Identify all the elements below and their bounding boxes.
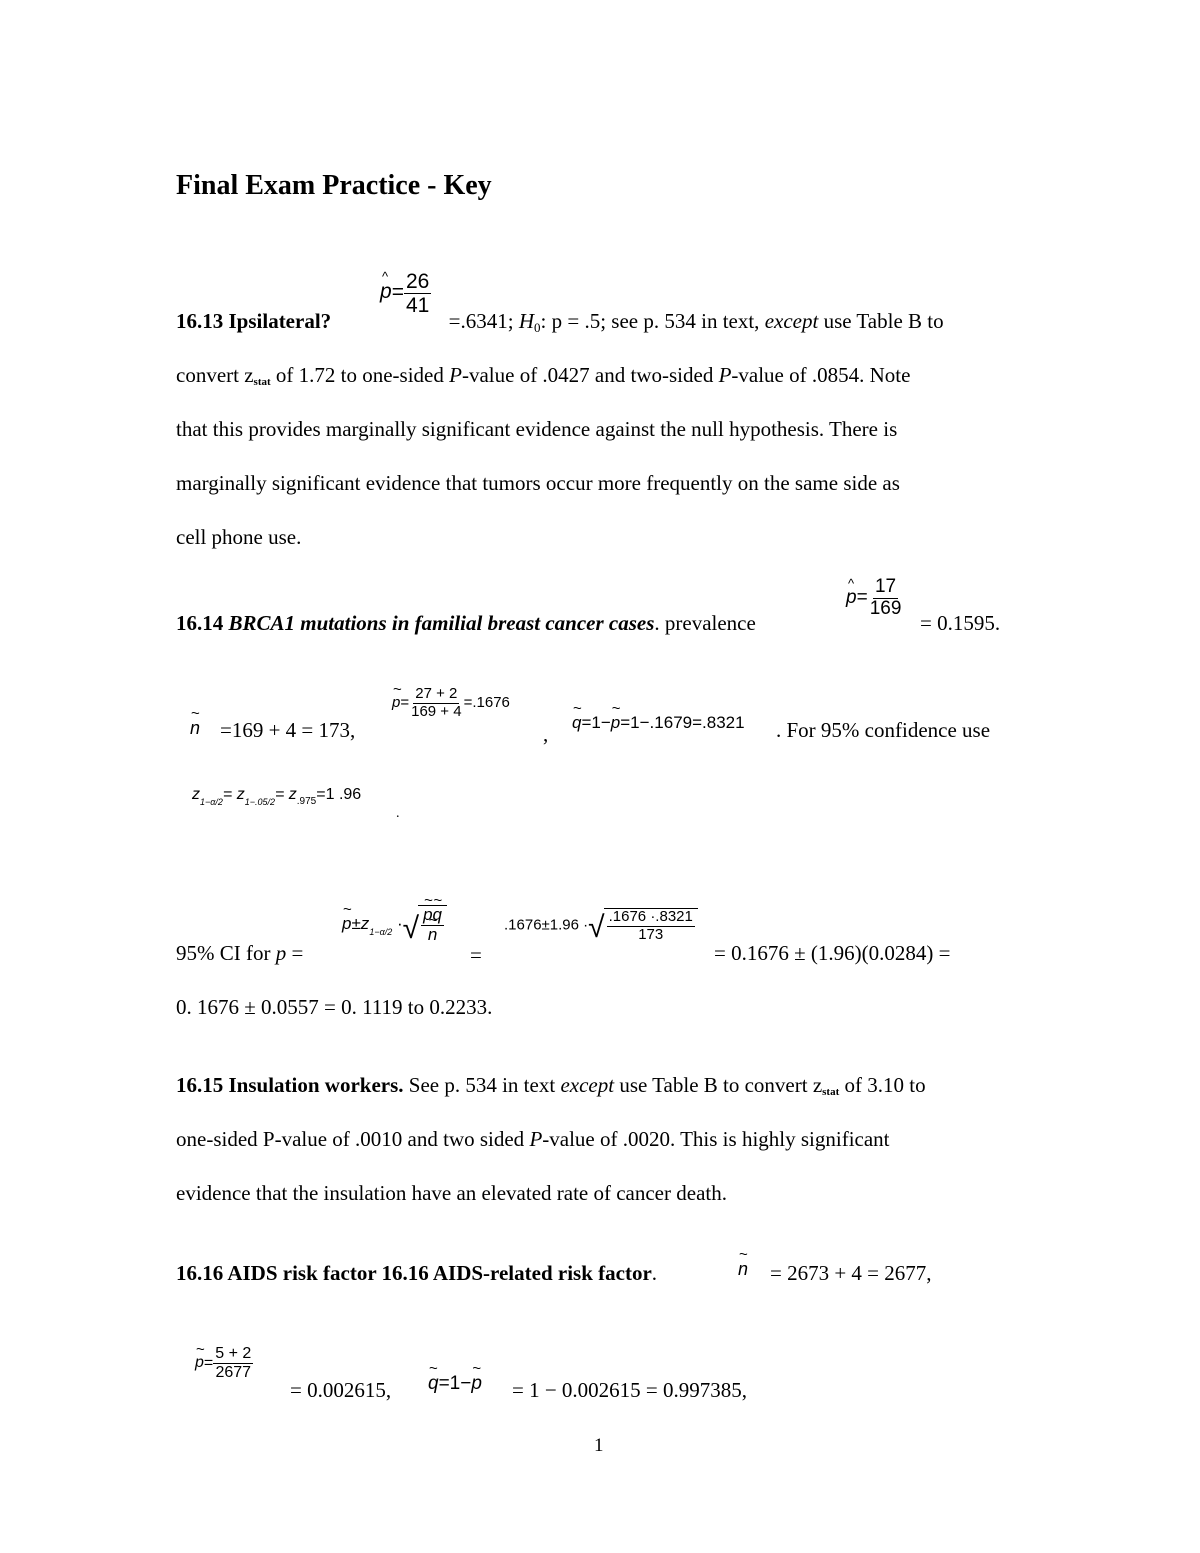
qtilde-equation (572, 713, 745, 733)
q1613-line4: marginally significant evidence that tumors occur more frequently on the same side as (176, 471, 900, 495)
ci-label-text: = (286, 941, 304, 965)
ntilde: n ~ (738, 1259, 748, 1280)
ci-label-text: 95% CI for (176, 941, 276, 965)
denominator: 2677 (215, 1363, 252, 1381)
numerator: 5 + 2 (215, 1345, 252, 1362)
fraction (213, 1345, 253, 1381)
denominator: 41 (405, 294, 430, 318)
q1615-line3: evidence that the insulation have an elevated rate of cancer death. (176, 1181, 727, 1205)
q-expr: =1− (438, 1373, 472, 1394)
fraction (868, 577, 904, 620)
h0-symbol: H (518, 309, 535, 333)
dot: . (396, 806, 400, 821)
sqrt-fraction (604, 908, 698, 943)
q1613-text: : p = .5; see p. 534 in text, (540, 309, 765, 333)
p-symbol: p (275, 941, 287, 965)
ci-mid: .1676±1.96 · (504, 916, 589, 934)
phat-symbol: p ^ (380, 280, 392, 304)
ntilde-symbol (190, 718, 200, 739)
numerator: 26 (405, 270, 430, 293)
h0-subscript: 0 (534, 320, 541, 335)
numerator: 17 (874, 576, 897, 597)
q1616-p-fraction: p ~= $\frac{5 + 2}{2677}$ (195, 1345, 253, 1381)
z-975: .975 (296, 796, 317, 807)
denominator: 173 (638, 925, 664, 943)
ptilde: p ~ (471, 1373, 482, 1395)
except-word: except (764, 309, 819, 333)
q1615-text: -value of .0020. This is highly significant (542, 1127, 890, 1151)
ptilde-result: =.1676 (463, 693, 510, 711)
q1615-line2 (176, 1127, 890, 1152)
denominator: 169 (869, 597, 902, 619)
q1613-line5: cell phone use. (176, 525, 302, 549)
q1615-text: See p. 534 in text (403, 1073, 561, 1097)
ptilde: p ~ (195, 1354, 204, 1372)
ci-label (176, 941, 303, 966)
p-symbol: P (529, 1127, 543, 1151)
ptilde: p ~ (611, 713, 620, 733)
qtilde: q ~ (428, 1373, 439, 1395)
p-symbol: P (449, 363, 462, 387)
phat-symbol: p ^ (846, 587, 857, 609)
pm-z: ±z (351, 914, 370, 934)
q1614-line1 (176, 611, 756, 636)
numerator: 27 + 2 (415, 685, 458, 702)
q1613-line1 (176, 309, 944, 336)
p-symbol: P (718, 363, 732, 387)
q1613-label: 16.13 Ipsilateral? (176, 309, 332, 333)
ptilde: p ~ (342, 914, 351, 934)
q1616-q-result: = 1 − 0.002615 = 0.997385, (512, 1378, 748, 1402)
ntilde-symbol (738, 1259, 748, 1280)
q1614-text: . prevalence (654, 611, 756, 635)
q1613-text: use Table B to (818, 309, 944, 333)
z-symbol: z (192, 786, 200, 803)
q1615-text: use Table B to convert z (614, 1073, 823, 1097)
except-word: except (560, 1073, 615, 1097)
qtilde-expr: =1− (581, 713, 611, 732)
q1616-p-result: = 0.002615, (290, 1378, 392, 1402)
sqrt: √ $\frac{.1676 \cdot.8321}{173}$ (588, 908, 698, 943)
equals-sign: = (391, 280, 404, 304)
q1613-line2 (176, 363, 910, 388)
ci-result: = 0.1676 ± (1.96)(0.0284) = (714, 941, 951, 965)
q1613-text: =.6341; (448, 309, 519, 333)
q1615-text: of 3.10 to (839, 1073, 926, 1097)
q1615-label: 16.15 Insulation workers. (176, 1073, 404, 1097)
zstat-subscript: stat (253, 376, 271, 388)
ci-final: 0. 1676 ± 0.0557 = 0. 1119 to 0.2233. (176, 995, 493, 1019)
page-number: 1 (594, 1435, 604, 1456)
equals-sign: = (470, 943, 482, 967)
sqrt-fraction: $\frac{p \sim q \sim}{n}$ ~ (418, 905, 447, 944)
ci-formula: p $\sim\pm z_{1-\alpha/2}$ · √ $\frac{p \sim q \sim}{n}$ ~ (342, 905, 447, 944)
numerator: .1676 ·.8321 (608, 908, 693, 925)
q1613-line3: that this provides marginally significant evidence against the null hypothesis. There is (176, 417, 898, 441)
q1613-text: convert z (176, 363, 254, 387)
ptilde: p ~ (392, 694, 400, 711)
confidence-text: . For 95% confidence use (776, 718, 991, 742)
q1616-text: . (651, 1261, 658, 1285)
ntilde: n ~ (190, 718, 200, 739)
equals-sign: = (856, 586, 868, 608)
q1613-text: -value of .0854. Note (731, 363, 911, 387)
q1616-q-equation (428, 1373, 482, 1395)
prevalence-result: = 0.1595. (920, 611, 1001, 635)
z-critical-line: $z_{1-\alpha/2}= z_{1-.05/2}= z_{.975}=1$ .96 (192, 786, 362, 807)
q1613-text: -value of .0427 and two-sided (461, 363, 719, 387)
qtilde: q ~ (572, 713, 581, 733)
q1614-label: 16.14 (176, 611, 229, 635)
q1615-text: one-sided P-value of .0010 and two sided (176, 1127, 530, 1151)
z-value: =1 .96 (316, 786, 362, 803)
fraction (409, 686, 463, 720)
q1616-line1 (176, 1261, 657, 1286)
q1616-label: 16.16 AIDS risk factor 16.16 AIDS-related risk factor (176, 1261, 652, 1285)
q1614-title: BRCA1 mutations in familial breast cancer cases (228, 611, 655, 635)
zstat-subscript: stat (822, 1086, 840, 1098)
sqrt: √ $\frac{p \sim q \sim}{n}$ ~ (403, 905, 447, 944)
qtilde-result: =1−.1679=.8321 (620, 713, 745, 732)
q1613-text: of 1.72 to one-sided (270, 363, 450, 387)
ci-numeric-formula (504, 908, 698, 943)
q1616-n-equation: = 2673 + 4 = 2677, (770, 1261, 932, 1285)
comma: , (543, 722, 549, 746)
z-equals: = z (274, 786, 297, 803)
ntilde-equation: =169 + 4 = 173, (220, 718, 356, 742)
denominator: 169 + 4 (411, 702, 462, 720)
page-title: Final Exam Practice - Key (176, 170, 492, 201)
q1615-line1 (176, 1073, 926, 1098)
z-equals: = z (222, 786, 245, 803)
ptilde-fraction: p ~= $\frac{27 + 2}{169 + 4}$ =.1676 (392, 686, 510, 720)
phat-fraction-1614 (846, 577, 903, 620)
